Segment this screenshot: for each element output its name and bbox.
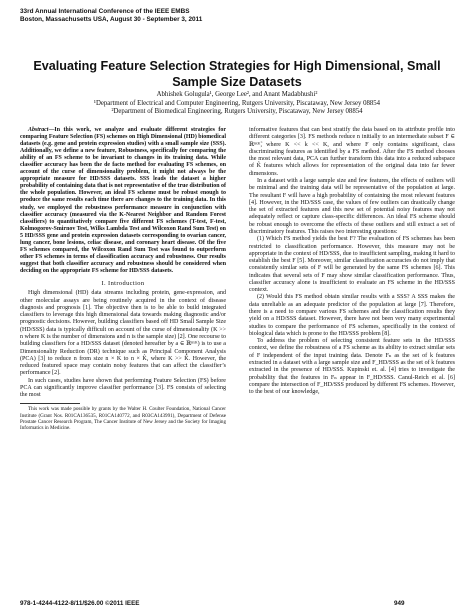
right-paragraph-3: (1) Which FS method yields the best F? The evaluation of FS schemes has been restricted to classification performance. However, this measure may not be appropriate in the context of HD/SSS, due to insufficient sampling, making it hard to establish the best F [5]. Moreover, similar classification accuracies do not imply that consistently similar sets of F will be generated by the same FS schemes [6]. This indicates that several sets of F may show similar classification performance. Thus, classifier accuracy alone is insufficient to evaluate an FS scheme in the HD/SSS context.	[249, 236, 455, 294]
right-column	[249, 127, 455, 396]
right-paragraph-4: (2) Would this FS method obtain similar results with a SSS? A SSS makes the data unreliable as an adequate predictor of the population at large [7]. Therefore, there is a need to compare various FS schemes and the classification results they yield on a HD/SSS dataset. However, there have not been very many experimental studies to compare the performance of FS schemes, specifically in the context of biological data which is prone to the HD/SSS problem [8].	[249, 294, 455, 337]
footnote-divider	[20, 403, 80, 404]
abstract	[20, 127, 226, 275]
affiliation-2: ²Department of Biomedical Engineering, Rutgers University, Piscataway, New Jersey 08854	[111, 108, 363, 116]
section-heading-introduction: I. Introduction	[101, 279, 145, 287]
affiliation-1: ¹Department of Electrical and Computer Engineering, Rutgers University, Piscataway, New Jersey 08854	[93, 99, 381, 107]
intro-paragraph-1: High dimensional (HD) data streams including protein, gene-expression, and other molecular assays are being routinely acquired in the context of disease diagnosis and prognosis [1]. The objective then is to be able to build integrated classifiers to leverage this high dimensional data towards making diagnostic and/or prognostic decisions. However, building classifiers based off HD Small Sample Size (HD/SSS) data is typically difficult on account of the curse of dimensionality (K >> n where K is the number of dimensions and n is the sample size) [2]. One recourse to building classifiers for a HD/SSS dataset (denoted hereafter by a ∈ ℝⁿˣᴷ) is to use a Dimensionality Reduction (DR) technique such as Principal Component Analysis (PCA) [3] to reduce n from size n × K to n × K̂, where K >> K̂. However, the reduced featured space may contain noisy features that can affect the classifier’s performance [2].	[20, 290, 226, 377]
right-paragraph-2: In a dataset with a large sample size and few features, the effects of outliers will be minimal and the training data will be representative of the population at large. The resultant F will have a high probability of containing the most relevant features [4]. However, in the HD/SSS case, the values of few outliers can drastically change the set of extracted features and this new set of potential noisy features may not adequately reflect or capture class-specific differences. An ideal FS scheme should be robust enough to overcome the effects of these outliers and still extract a set of discriminatory features. This raises two interesting questions:	[249, 177, 455, 235]
funding-footnote: This work was made possible by grants by the Walter H. Coulter Foundation, National Cancer Institute (Grant Nos. R01CA136535, R01CA140772, and R03CA143991), Department of Defense Prostate Cancer Research Program, The Cancer Institute of New Jersey and the Society for Imaging Informatics in Medicine.	[20, 406, 226, 431]
page-number: 949	[394, 600, 405, 607]
author-block	[20, 91, 454, 117]
right-paragraph-5: To address the problem of selecting consistent feature sets in the HD/SSS context, we define the robustness of a FS scheme as its ability to extract similar sets of F independent of the input training data. Denote Fₙ as the set of k features extracted in a dataset with a large sample size and F_HD/SSS as the set of k features extracted in the presence of HD/SSS. Kupinski et. al. [4] tries to investigate the probability that the features in Fₙ appear in F_HD/SSS. Canul-Reich et al. [6] compare the intersection of F_HD/SSS produced by different FS schemes. However, to the best of our knowledge,	[249, 338, 455, 396]
conference-header	[20, 8, 202, 23]
intro-paragraph-2: In such cases, studies have shown that performing Feature Selection (FS) before PCA can significantly improve classifier performance [3]. FS consists of selecting the most	[20, 377, 226, 399]
right-paragraph-1: informative features that can best stratify the data based on its attribute profile into different categories [3]. FS methods reduce n initially to an intermediate subset F ∈ ℝⁿˣᴷ̃, where K << k << K, and where F only contains significant, class discriminating features as identified by a FS method. After the FS method chooses the most relevant data, PCA can further transform this data into a reduced subspace of K̂ features which allows for representation of the original data into far fewer dimensions.	[249, 127, 455, 177]
conference-location: Boston, Massachusetts USA, August 30 - September 3, 2011	[20, 15, 203, 23]
conference-name: 33rd Annual International Conference of the IEEE EMBS	[20, 8, 190, 15]
author-names: Abhishek Golugula¹, George Lee², and Anant Madabhushi²	[156, 91, 318, 98]
abstract-text: —In this work, we analyze and evaluate different strategies for comparing Feature Selection (FS) schemes on High Dimensional (HD) biomedical datasets (e.g. gene and protein expression studies) with a small sample size (SSS). Additionally, we define a new feature, Robustness, specifically for comparing the ability of an FS scheme to be invariant to changes in its training data. While classifier accuracy has been the de facto method for evaluating FS schemes, on account of the curse of dimensionality problem, it might not always be the appropriate measure for HD/SSS datasets. SSS leads the dataset a higher probability of containing data that is not representative of the true distribution of the whole population. However, an ideal FS scheme must be robust enough to produce the same results each time there are changes to the training data. In this study, we employed the robustness performance measure in conjunction with classifier accuracy (measured via the K-Nearest Neighbor and Random Forest classifiers) to quantitatively compare five different FS schemes (T-test, F-test, Kolmogorov-Smirnov Test, Wilks Lambda Test and Wilcoxon Rand Sum Test) on 5 HD/SSS gene and protein expression datasets corresponding to ovarian cancer, lung cancer, bone lesions, celiac disease, and coronary heart disease. Of the five FS schemes compared, the Wilcoxon Rand Sum Test was found to outperform other FS schemes in terms of classification accuracy and robustness. Our results suggest that both classifier accuracy and robustness should be considered when deciding on the appropriate FS scheme for HD/SSS datasets.	[20, 127, 226, 274]
paper-title: Evaluating Feature Selection Strategies for High Dimensional, Small Sample Size Datasets	[33, 59, 441, 89]
abstract-lead: Abstract	[28, 127, 49, 133]
footer-isbn: 978-1-4244-4122-8/11/$26.00 ©2011 IEEE	[20, 600, 140, 607]
left-column	[20, 127, 226, 431]
